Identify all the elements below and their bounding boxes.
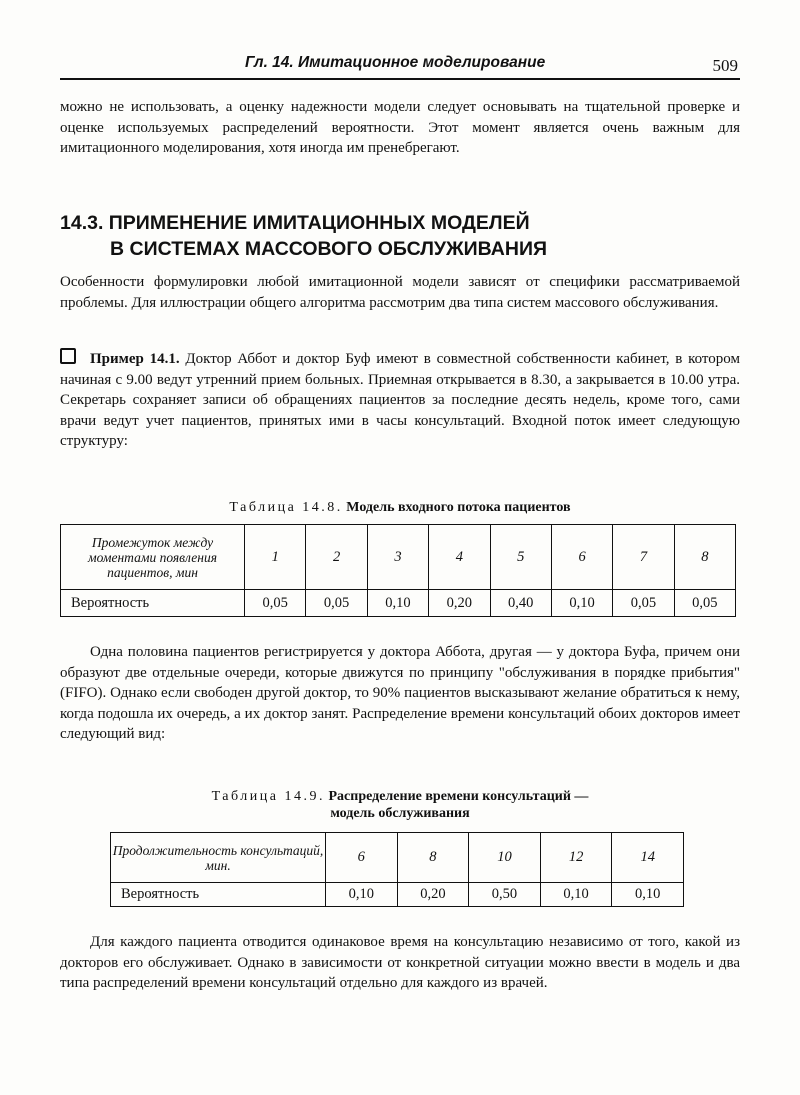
final-paragraph: Для каждого пациента отводится одинаковое время на консультацию независимо от того, какой из докторов его обслуживает. Однако в зависимости от конкретной ситуации можно ввести в модель и два типа распределений времени консультаций отдельно для каждого из врачей.: [60, 934, 740, 991]
table2-column-header: 10: [469, 833, 541, 883]
table2-value-row: [111, 883, 684, 907]
table1-value-cell: 0,05: [306, 590, 367, 617]
table2-caption-title-line-2: модель обслуживания: [330, 806, 470, 821]
example-paragraph: [60, 348, 740, 452]
table1-value-cell: 0,40: [490, 590, 551, 617]
table2-column-header: 6: [326, 833, 398, 883]
table2-column-header: 8: [397, 833, 469, 883]
table1-column-header: 5: [490, 525, 551, 590]
middle-paragraph: Одна половина пациентов регистрируется у доктора Аббота, другая — у доктора Буфа, причем они образуют две отдельные очереди, которые движутся по принципу "обслуживания в порядке прибытия" (FIFO). Однако если свободен другой доктор, то 90% пациентов высказывают желание обратиться к нему, когда подошла их очередь, а их доктор занят. Распределение времени консультаций обоих докторов имеет следующий вид:: [60, 644, 740, 742]
table1-value-row: [61, 590, 736, 617]
table2-caption-title-line-1: Распределение времени консультаций —: [328, 789, 589, 804]
table2-service-model: [110, 832, 684, 907]
table2-column-header: 14: [612, 833, 684, 883]
table2-column-header: 12: [540, 833, 612, 883]
table2-value-cell: 0,10: [540, 883, 612, 907]
table2-header-row: [111, 833, 684, 883]
table1-value-cell: 0,10: [551, 590, 612, 617]
table1-value-cell: 0,05: [674, 590, 735, 617]
table2-row-label: Вероятность: [111, 883, 326, 907]
table1-column-header: 2: [306, 525, 367, 590]
table1-column-header: 6: [551, 525, 612, 590]
table2-value-cell: 0,50: [469, 883, 541, 907]
table1-value-cell: 0,10: [367, 590, 428, 617]
section-heading-line-1: 14.3. ПРИМЕНЕНИЕ ИМИТАЦИОННЫХ МОДЕЛЕЙ: [60, 212, 530, 234]
table2-header-label: Продолжительность консультаций, мин.: [111, 833, 326, 883]
table1-header-label: Промежуток между моментами появления пациентов, мин: [61, 525, 245, 590]
table1-caption-prefix: Таблица 14.8.: [229, 500, 343, 515]
intro-paragraph: можно не использовать, а оценку надежности модели следует основывать на тщательной проверке и оценке используемых распределений вероятности. Этот момент является очень важным для имитационного моделирования, хотя иногда им пренебрегают.: [60, 99, 740, 156]
table1-value-cell: 0,05: [245, 590, 306, 617]
table1-header-row: [61, 525, 736, 590]
example-label: Пример 14.1.: [90, 351, 180, 367]
table2-value-cell: 0,10: [612, 883, 684, 907]
section-heading: [60, 210, 740, 262]
section-paragraph: Особенности формулировки любой имитационной модели зависят от специфики рассматриваемой проблемы. Для иллюстрации общего алгоритма рассмотрим два типа систем массового обслуживания.: [60, 274, 740, 311]
table1-value-cell: 0,05: [613, 590, 674, 617]
table1-arrival-model: [60, 524, 736, 617]
table2-value-cell: 0,20: [397, 883, 469, 907]
table2-value-cell: 0,10: [326, 883, 398, 907]
section-heading-line-2: В СИСТЕМАХ МАССОВОГО ОБСЛУЖИВАНИЯ: [110, 238, 547, 260]
table2-caption: [60, 788, 740, 822]
table1-column-header: 8: [674, 525, 735, 590]
table1-value-cell: 0,20: [429, 590, 490, 617]
table1-column-header: 4: [429, 525, 490, 590]
table2-caption-prefix: Таблица 14.9.: [211, 789, 325, 804]
example-marker-icon: [60, 348, 76, 364]
page-number: 509: [712, 56, 738, 75]
table1-column-header: 1: [245, 525, 306, 590]
example-text: Доктор Аббот и доктор Буф имеют в совместной собственности кабинет, в котором начиная с 9.00 ведут утренний прием больных. Приемная открывается в 8.30, а закрывается в 10.00 утра. Секретарь сохраняет записи об обращениях пациентов за последние десять недель, кроме того, сами врачи ведут учет пациентов, принятых ими в часы консультаций. Входной поток имеет следующую структуру:: [60, 351, 741, 449]
running-title: Гл. 14. Имитационное моделирование: [245, 54, 546, 71]
table1-row-label: Вероятность: [61, 590, 245, 617]
table1-caption-title: Модель входного потока пациентов: [346, 500, 571, 515]
table1-column-header: 3: [367, 525, 428, 590]
table1-caption: [60, 499, 740, 516]
table1-column-header: 7: [613, 525, 674, 590]
page-header: [60, 50, 740, 80]
